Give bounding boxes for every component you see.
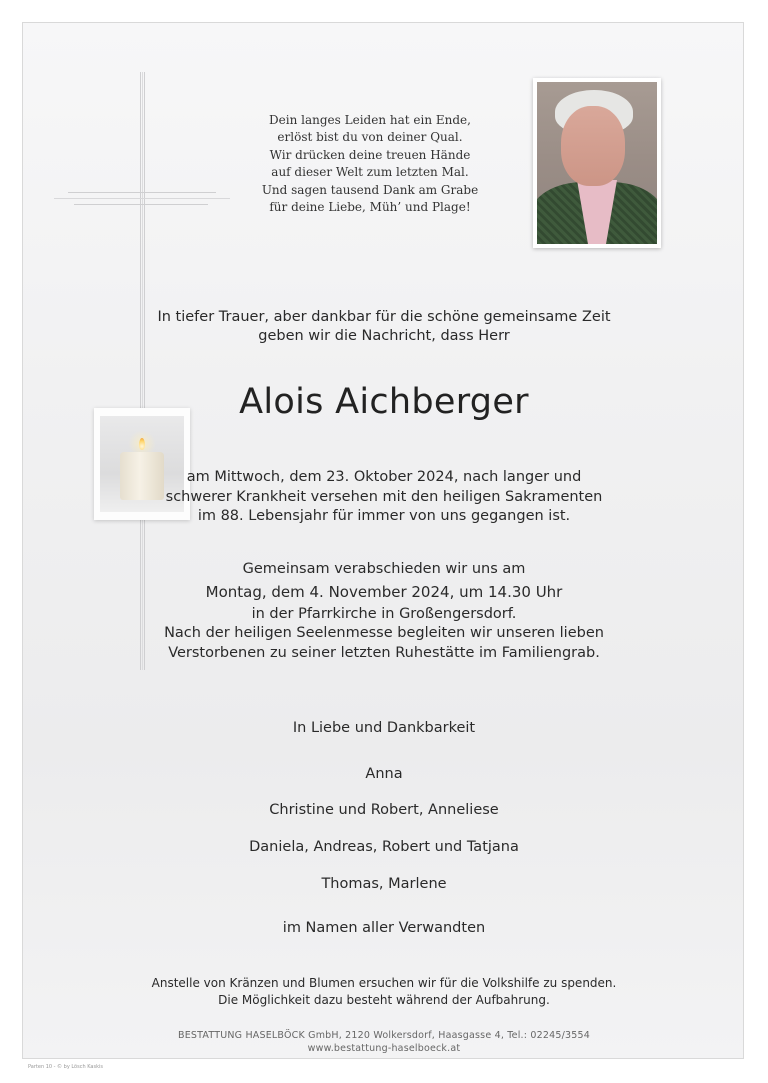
poem-line: Dein langes Leiden hat ein Ende, [269, 113, 471, 127]
poem-line: Und sagen tausend Dank am Grabe [261, 182, 479, 197]
mourner-name: Anna [365, 766, 403, 782]
death-notice: am Mittwoch, dem 23. Oktober 2024, nach langer und schwerer Krankheit versehen mit den heiligen Sakramenten im 88. Lebensjahr für immer von uns gegangen ist. [165, 469, 603, 524]
poem [235, 112, 505, 216]
poem-line: erlöst bist du von deiner Qual. [277, 130, 463, 145]
mourner-name: Daniela, Andreas, Robert und Tatjana [249, 839, 519, 855]
cross-horizontal-beam [54, 192, 230, 206]
mourner-name: Christine und Robert, Anneliese [269, 802, 499, 818]
donation-request: Anstelle von Kränzen und Blumen ersuchen wir für die Volkshilfe zu spenden. Die Möglichkeit dazu besteht während der Aufbahrung. [151, 976, 617, 1007]
flame-icon [139, 438, 145, 450]
poem-line: Wir drücken deine treuen Hände [269, 147, 471, 162]
farewell-intro: Gemeinsam verabschieden wir uns am [242, 561, 526, 577]
portrait-photo [533, 78, 661, 248]
funeral-home-footer [0, 1029, 768, 1055]
poem-line: auf dieser Welt zum letzten Mal. [271, 165, 469, 180]
website-link[interactable]: www.bestattung-haselboeck.at [307, 1043, 461, 1054]
intro-text: In tiefer Trauer, aber dankbar für die schöne gemeinsame Zeit geben wir die Nachricht, dass Herr [157, 309, 611, 344]
deceased-name: Alois Aichberger [239, 382, 529, 422]
mourner-name: Thomas, Marlene [321, 876, 447, 892]
farewell-info: Gemeinsam verabschieden wir uns am Montag, dem 4. November 2024, um 14.30 Uhr in der Pfarrkirche in Großengersdorf. Nach der heiligen Seelenmesse begleiten wir unseren lieben Verstorbenen zu seiner letzten Ruhestätte im Familiengrab. [0, 560, 768, 663]
print-note: Parten 10 - © by Lösch Kaskis [28, 1064, 103, 1070]
poem-line: für deine Liebe, Müh’ und Plage! [269, 200, 471, 215]
company-info: BESTATTUNG HASELBÖCK GmbH, 2120 Wolkersdorf, Haasgasse 4, Tel.: 02245/3554 [178, 1030, 590, 1041]
closing-line: im Namen aller Verwandten [282, 920, 486, 936]
thanks-line: In Liebe und Dankbarkeit [292, 720, 476, 736]
farewell-date: Montag, dem 4. November 2024, um 14.30 Uhr [205, 582, 563, 601]
